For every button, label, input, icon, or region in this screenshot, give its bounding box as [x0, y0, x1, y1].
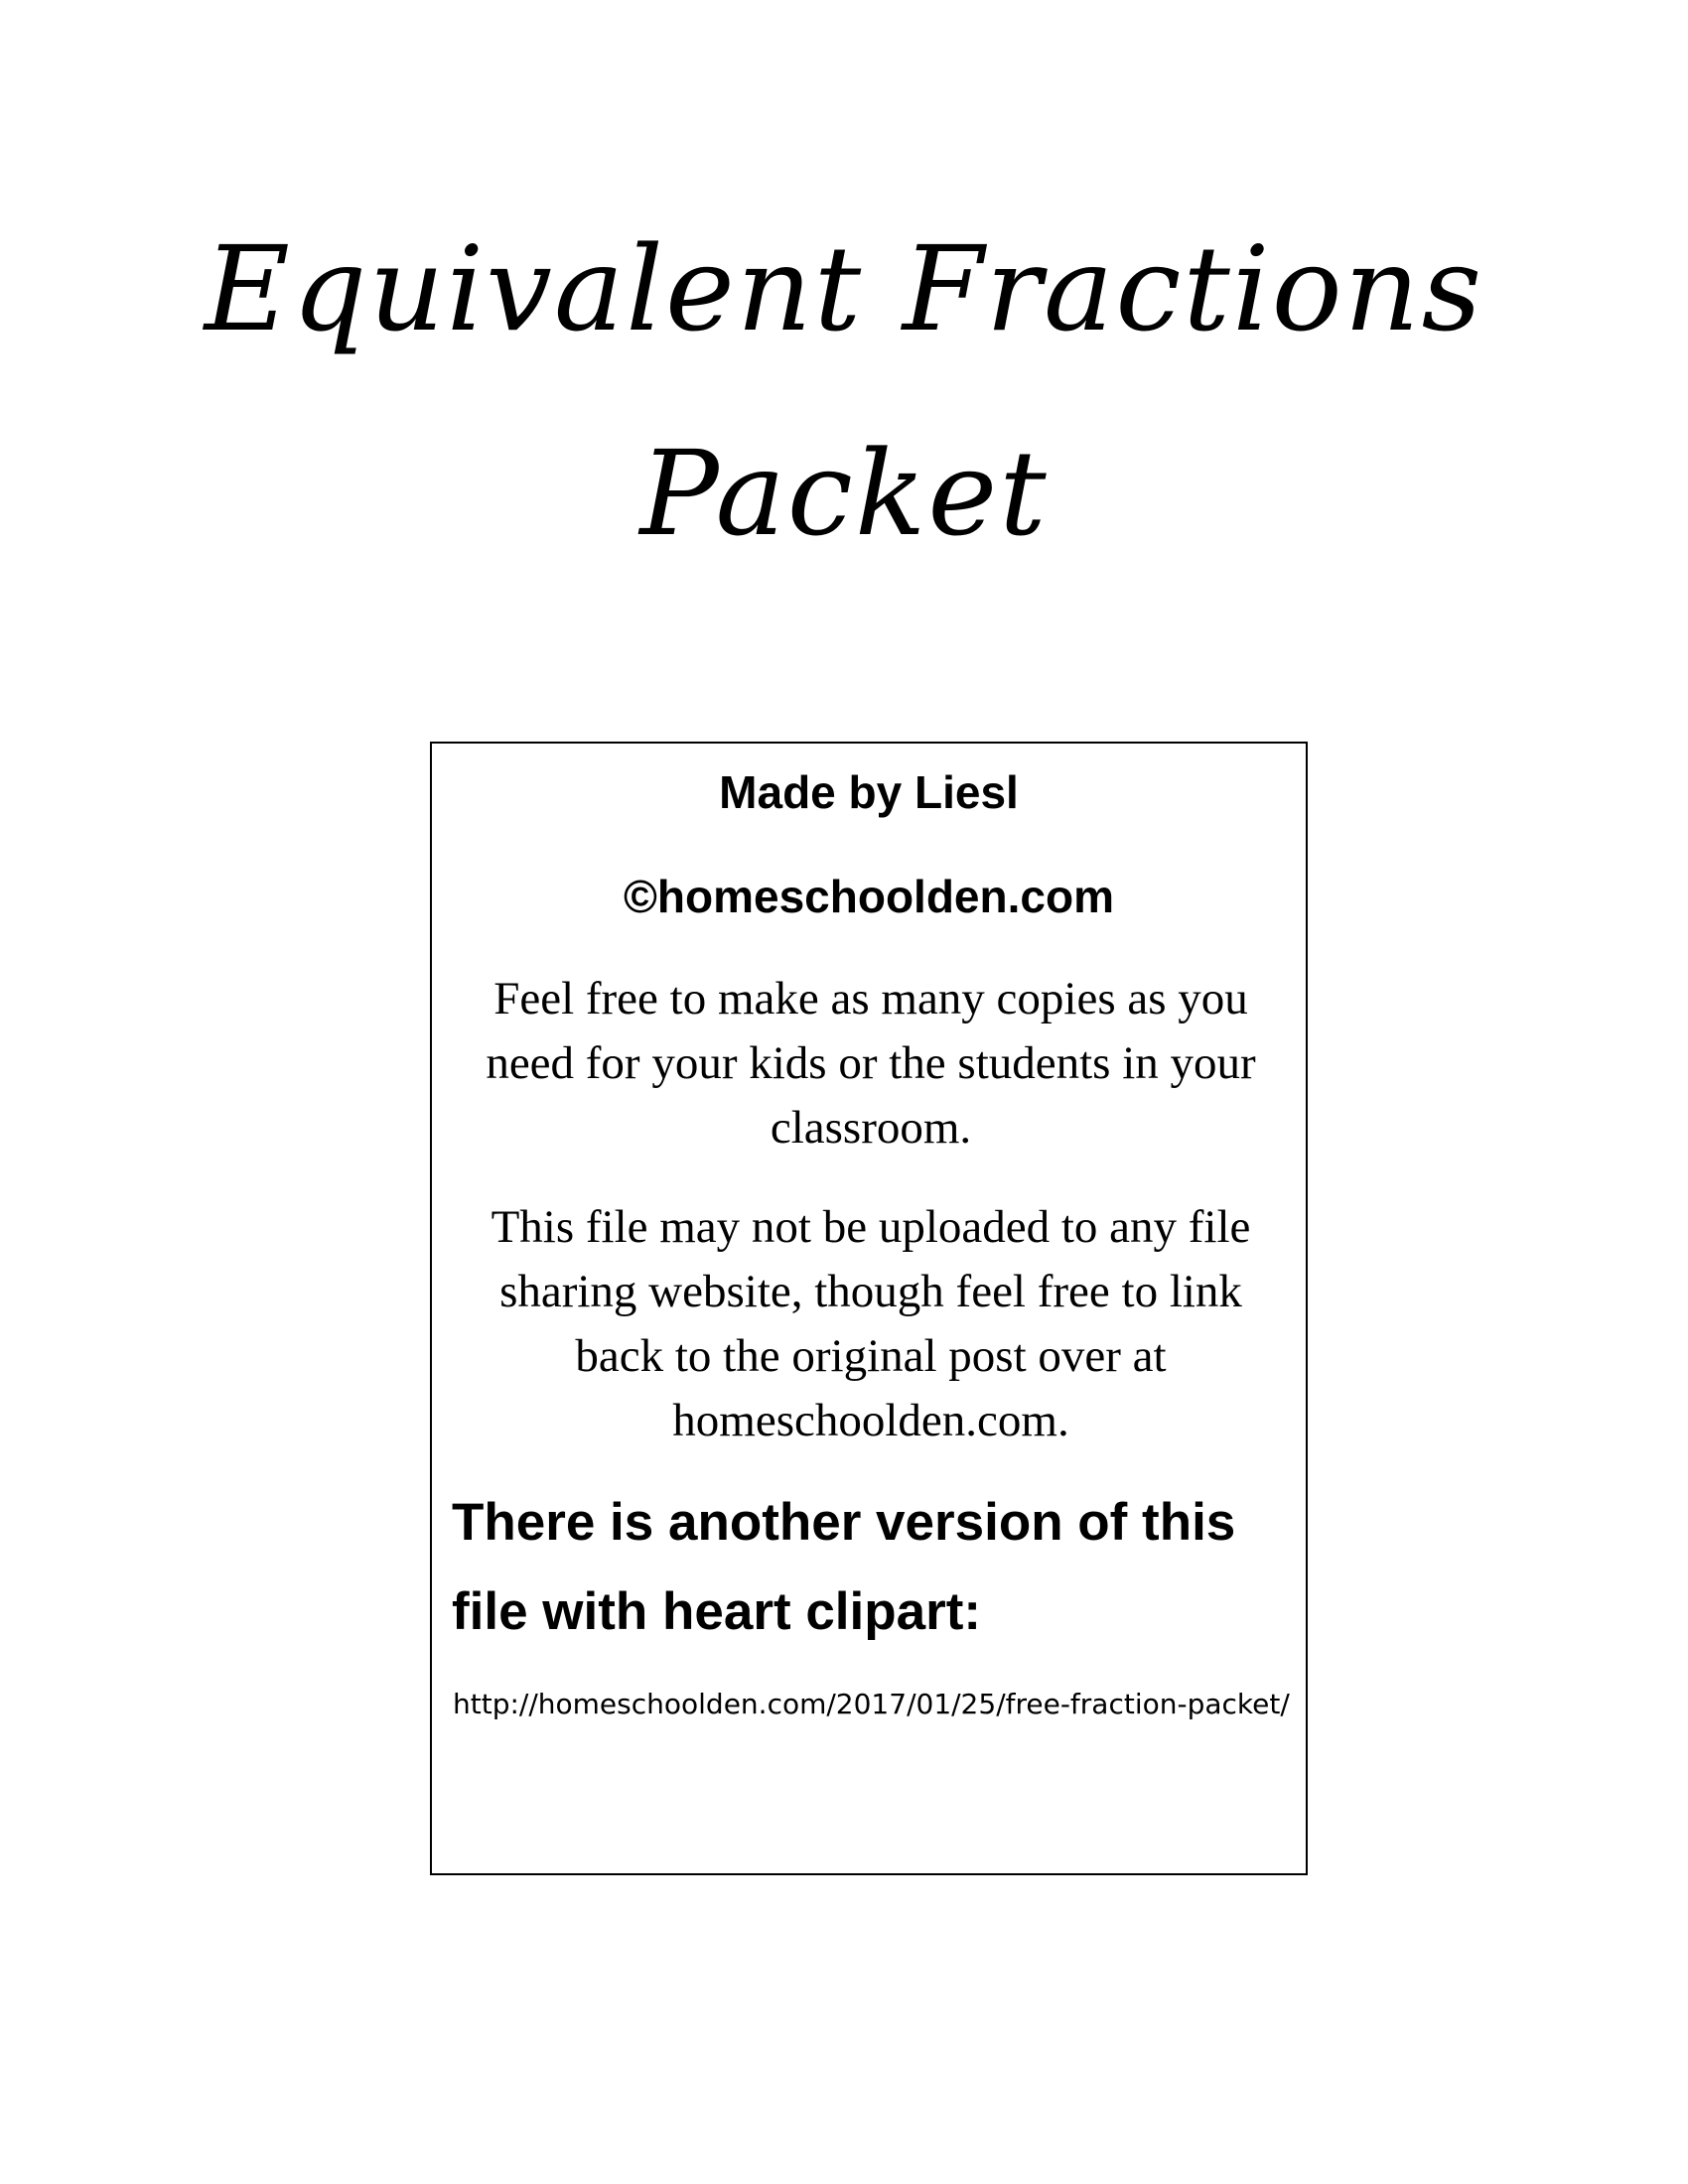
alternate-version-link[interactable]: http://homeschoolden.com/2017/01/25/free-fraction-packet/	[453, 1688, 1290, 1720]
upload-restriction-text: This file may not be uploaded to any file sharing website, though feel free to link back to the original post over at homeschoolden.com.	[491, 1201, 1251, 1446]
alternate-version-notice: There is another version of this file with heart clipart:	[452, 1493, 1236, 1641]
author-credit: Made by Liesl	[719, 766, 1019, 818]
title-line-2: Packet	[639, 425, 1049, 562]
title-line-1: Equivalent Fractions	[204, 220, 1484, 357]
copy-permission-text: Feel free to make as many copies as you need for your kids or the students in your classroom.	[486, 973, 1256, 1154]
copyright-notice: ©homeschoolden.com	[624, 871, 1114, 922]
info-box	[430, 742, 1308, 1875]
